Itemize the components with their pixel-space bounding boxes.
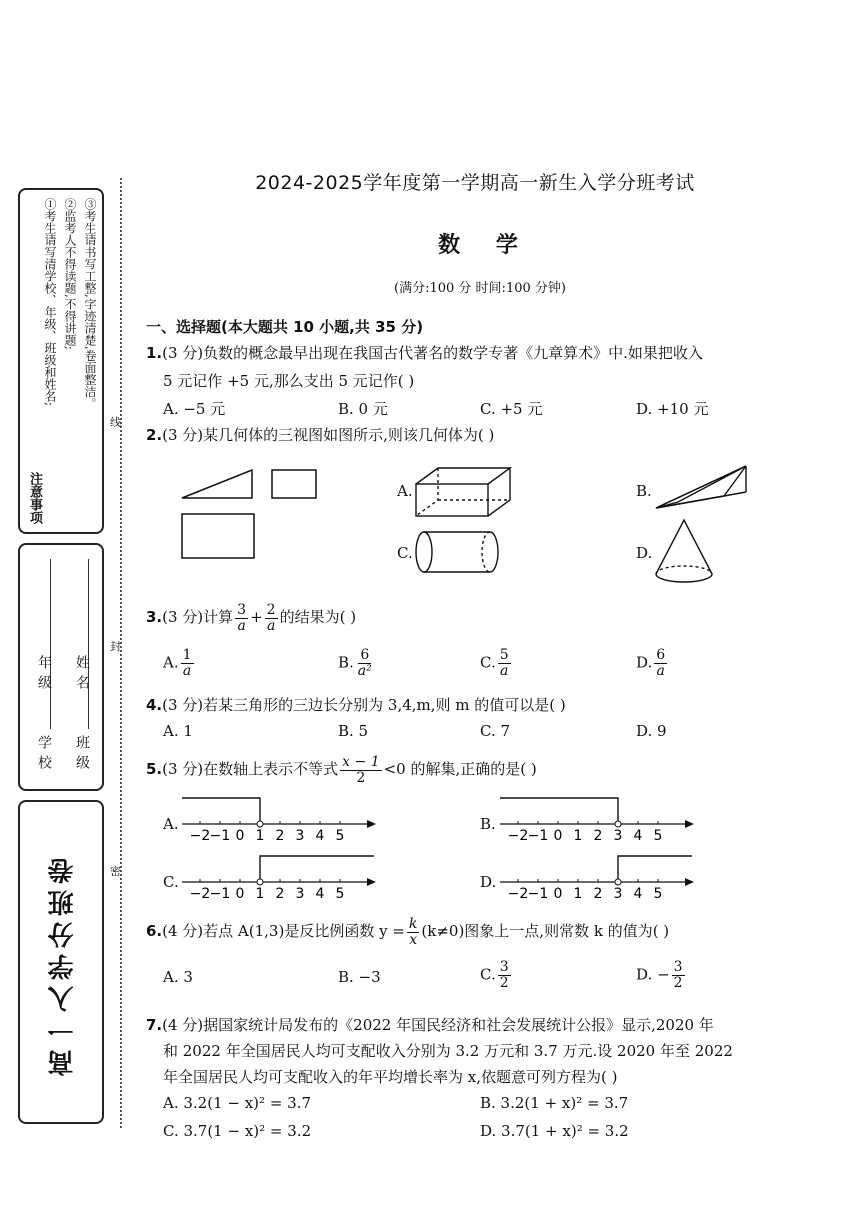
seal-mark-feng: 封: [110, 640, 121, 653]
fraction-numerator: x − 1: [342, 753, 380, 770]
question-text: (k≠0)图象上一点,则常数 k 的值为( ): [421, 922, 670, 940]
fraction: [672, 960, 685, 991]
exam-label: 高一入学分班卷: [48, 852, 78, 1076]
option-label: D. −: [636, 965, 670, 984]
tick-label: 5: [653, 886, 663, 902]
fraction: [181, 648, 194, 679]
fraction-denominator: a: [266, 617, 276, 634]
tick-label: 3: [295, 886, 305, 902]
question-6: [146, 914, 669, 948]
endpoint-circle: [257, 821, 263, 827]
triangular-prism-icon[interactable]: [652, 462, 752, 512]
question-7-line3: 年全国居民人均可支配收入的年平均增长率为 x,依题意可列方程为( ): [163, 1068, 618, 1086]
q5-option-c[interactable]: C.: [163, 873, 179, 891]
fraction-numerator: 6: [360, 647, 370, 663]
q5-option-d[interactable]: D.: [480, 873, 497, 891]
question-7: [146, 1012, 714, 1038]
axis-arrow: [685, 820, 694, 828]
question-text: 的结果为( ): [279, 608, 357, 626]
q7-option-c[interactable]: C. 3.7(1 − x)² = 3.2: [163, 1122, 312, 1140]
fraction: [356, 648, 374, 679]
question-text: (3 分)某几何体的三视图如图所示,则该几何体为( ): [162, 426, 495, 444]
fraction-denominator: a: [237, 617, 246, 634]
option-label: A.: [163, 653, 179, 672]
tick-label: 3: [613, 828, 623, 844]
question-4: [146, 692, 566, 718]
q5-option-b[interactable]: B.: [480, 815, 496, 833]
fraction: [340, 755, 381, 786]
fraction: [498, 648, 511, 679]
solution-range: [500, 798, 618, 824]
exam-title: 2024-2025学年度第一学期高一新生入学分班考试: [255, 172, 695, 194]
tick-label: 5: [653, 828, 663, 844]
tick-label: 0: [553, 886, 563, 902]
question-text: (3 分)在数轴上表示不等式: [162, 760, 339, 778]
question-text: <0 的解集,正确的是( ): [383, 760, 537, 778]
question-2: [146, 422, 494, 448]
tick-label: 2: [275, 828, 285, 844]
class-field-label: 班级: [74, 735, 90, 775]
endpoint-circle: [615, 879, 621, 885]
fraction-numerator: 5: [499, 647, 509, 663]
option-label: C.: [480, 965, 496, 984]
cuboid-icon[interactable]: [412, 464, 514, 522]
option-label: C.: [480, 653, 496, 672]
question-number: 4.: [146, 696, 163, 714]
solution-range: [182, 798, 260, 824]
fraction-denominator: 2: [499, 975, 509, 991]
q7-option-a[interactable]: A. 3.2(1 − x)² = 3.7: [163, 1094, 312, 1112]
q7-option-b[interactable]: B. 3.2(1 + x)² = 3.7: [480, 1094, 629, 1112]
question-1-line2: 5 元记作 +5 元,那么支出 5 元记作( ): [163, 372, 415, 390]
tick-label: 1: [573, 828, 583, 844]
tick-label: −2: [189, 886, 211, 902]
question-text: (3 分)负数的概念最早出现在我国古代著名的数学专著《九章算术》中.如果把收入: [162, 344, 703, 362]
q2-option-b[interactable]: B.: [636, 482, 652, 500]
tick-label: −1: [209, 886, 231, 902]
fraction-denominator: a: [182, 663, 192, 679]
tick-label: 2: [593, 886, 603, 902]
tick-label: 1: [255, 828, 265, 844]
question-text: (4 分)据国家统计局发布的《2022 年国民经济和社会发展统计公报》显示,2020 年: [162, 1016, 714, 1034]
fraction: [654, 648, 667, 679]
notice-line-2: ②监考人不得读题,不得讲题;: [63, 198, 77, 350]
q3-option-c[interactable]: [480, 648, 513, 679]
number-line-d[interactable]: [496, 852, 696, 906]
school-field-line[interactable]: [50, 559, 52, 729]
q3-option-d[interactable]: [636, 648, 669, 679]
student-info-box: [18, 543, 104, 791]
tick-label: −2: [189, 828, 211, 844]
tick-label: 5: [335, 886, 345, 902]
tick-label: −2: [507, 828, 529, 844]
fraction-denominator: 2: [356, 769, 366, 786]
three-view-figure: [170, 462, 330, 566]
school-field-label: 学校: [36, 735, 52, 775]
fraction-denominator: a²: [357, 663, 372, 679]
fraction: [407, 917, 419, 948]
tick-label: −2: [507, 886, 529, 902]
axis-arrow: [367, 820, 376, 828]
fraction: [235, 603, 248, 634]
q3-option-b[interactable]: [338, 648, 376, 679]
tick-label: 0: [553, 828, 563, 844]
subject-title: 数 学: [438, 233, 532, 258]
q6-option-a[interactable]: [163, 968, 193, 986]
plus-sign: +: [250, 608, 263, 626]
q1-option-c[interactable]: C. +5 元: [480, 400, 543, 418]
q2-option-a[interactable]: A.: [397, 482, 413, 500]
option-label: D.: [636, 653, 653, 672]
q1-option-b[interactable]: B. 0 元: [338, 400, 388, 418]
question-text: (3 分)若某三角形的三边长分别为 3,4,m,则 m 的值可以是( ): [162, 696, 566, 714]
exam-label-box: [18, 800, 104, 1124]
question-7-line2: 和 2022 年全国居民人均可支配收入分别为 3.2 万元和 3.7 万元.设 2020 年至 2022: [163, 1042, 733, 1060]
q5-option-a[interactable]: A.: [163, 815, 179, 833]
fraction-numerator: 1: [182, 647, 192, 663]
question-5: [146, 752, 537, 786]
section-title: 一、选择题(本大题共 10 小题,共 35 分): [146, 318, 424, 336]
option-label: A. 3: [163, 968, 193, 986]
fraction-numerator: 3: [673, 959, 683, 975]
tick-label: 4: [315, 886, 325, 902]
notice-label: 注意事项: [27, 472, 42, 524]
tick-label: 4: [633, 828, 643, 844]
question-number: 7.: [146, 1016, 163, 1034]
option-label: B. −3: [338, 968, 381, 986]
cone-icon[interactable]: [652, 516, 716, 586]
cylinder-icon[interactable]: [412, 528, 504, 576]
seal-mark-xian: 线: [110, 416, 121, 429]
fraction-numerator: 3: [237, 601, 247, 618]
fraction: [498, 960, 511, 991]
tick-label: 2: [593, 828, 603, 844]
q1-option-a[interactable]: A. −5 元: [163, 400, 226, 418]
number-line-c[interactable]: [178, 852, 378, 906]
tick-label: −1: [527, 828, 549, 844]
side-view: [272, 470, 316, 498]
q1-option-d[interactable]: D. +10 元: [636, 400, 709, 418]
q4-option-c[interactable]: C. 7: [480, 722, 511, 740]
q3-option-a[interactable]: [163, 648, 196, 679]
fraction-numerator: 6: [656, 647, 666, 663]
fraction: [265, 603, 278, 634]
q2-option-c[interactable]: C.: [397, 544, 413, 562]
question-number: 2.: [146, 426, 163, 444]
question-number: 5.: [146, 760, 163, 778]
tick-label: −1: [527, 886, 549, 902]
fraction-denominator: a: [500, 663, 509, 679]
question-number: 1.: [146, 344, 163, 362]
tick-label: 4: [315, 828, 325, 844]
solution-range: [618, 856, 692, 882]
q4-option-d[interactable]: D. 9: [636, 722, 667, 740]
option-label: B.: [338, 653, 354, 672]
tick-label: 2: [275, 886, 285, 902]
notice-line-3: ③考生请书写工整,字迹清楚,卷面整洁。: [83, 198, 97, 410]
notice-line-1: ①考生请写清学校、年级、班级和姓名;: [43, 198, 57, 407]
tick-label: 1: [255, 886, 265, 902]
question-1: [146, 340, 703, 366]
seal-mark-mi: 密: [110, 865, 121, 878]
tick-label: 1: [573, 886, 583, 902]
fraction-denominator: x: [409, 931, 418, 948]
q4-option-b[interactable]: B. 5: [338, 722, 369, 740]
tick-label: 3: [295, 828, 305, 844]
number-line-b[interactable]: [496, 794, 696, 848]
fraction-denominator: a: [656, 663, 665, 679]
question-number: 3.: [146, 608, 163, 626]
tick-label: 4: [633, 886, 643, 902]
axis-arrow: [367, 878, 376, 886]
q7-option-d[interactable]: D. 3.7(1 + x)² = 3.2: [480, 1122, 629, 1140]
q6-option-b[interactable]: [338, 968, 381, 986]
question-text: (3 分)计算: [162, 608, 234, 626]
tick-label: 5: [335, 828, 345, 844]
fraction-numerator: 3: [499, 959, 509, 975]
tick-label: −1: [209, 828, 231, 844]
exam-meta: (满分:100 分 时间:100 分钟): [394, 281, 566, 296]
endpoint-circle: [257, 879, 263, 885]
question-3: [146, 600, 356, 634]
axis-arrow: [685, 878, 694, 886]
question-text: (4 分)若点 A(1,3)是反比例函数 y =: [162, 922, 405, 940]
tick-label: 0: [235, 886, 245, 902]
fraction-denominator: 2: [673, 975, 683, 991]
q6-option-d[interactable]: [636, 960, 687, 991]
fraction-numerator: 2: [266, 601, 276, 618]
question-number: 6.: [146, 922, 163, 940]
front-view: [182, 470, 252, 498]
tick-label: 0: [235, 828, 245, 844]
q2-option-d[interactable]: D.: [636, 544, 653, 562]
grade-field-label: 年级: [36, 655, 52, 695]
number-line-a[interactable]: [178, 794, 378, 848]
solution-range: [260, 856, 374, 882]
name-field-label: 姓名: [74, 655, 90, 695]
fraction-numerator: k: [408, 915, 418, 932]
q4-option-a[interactable]: A. 1: [163, 722, 193, 740]
endpoint-circle: [615, 821, 621, 827]
tick-label: 3: [613, 886, 623, 902]
class-field-line[interactable]: [88, 559, 90, 729]
top-view: [182, 514, 254, 558]
q6-option-c[interactable]: [480, 960, 513, 991]
